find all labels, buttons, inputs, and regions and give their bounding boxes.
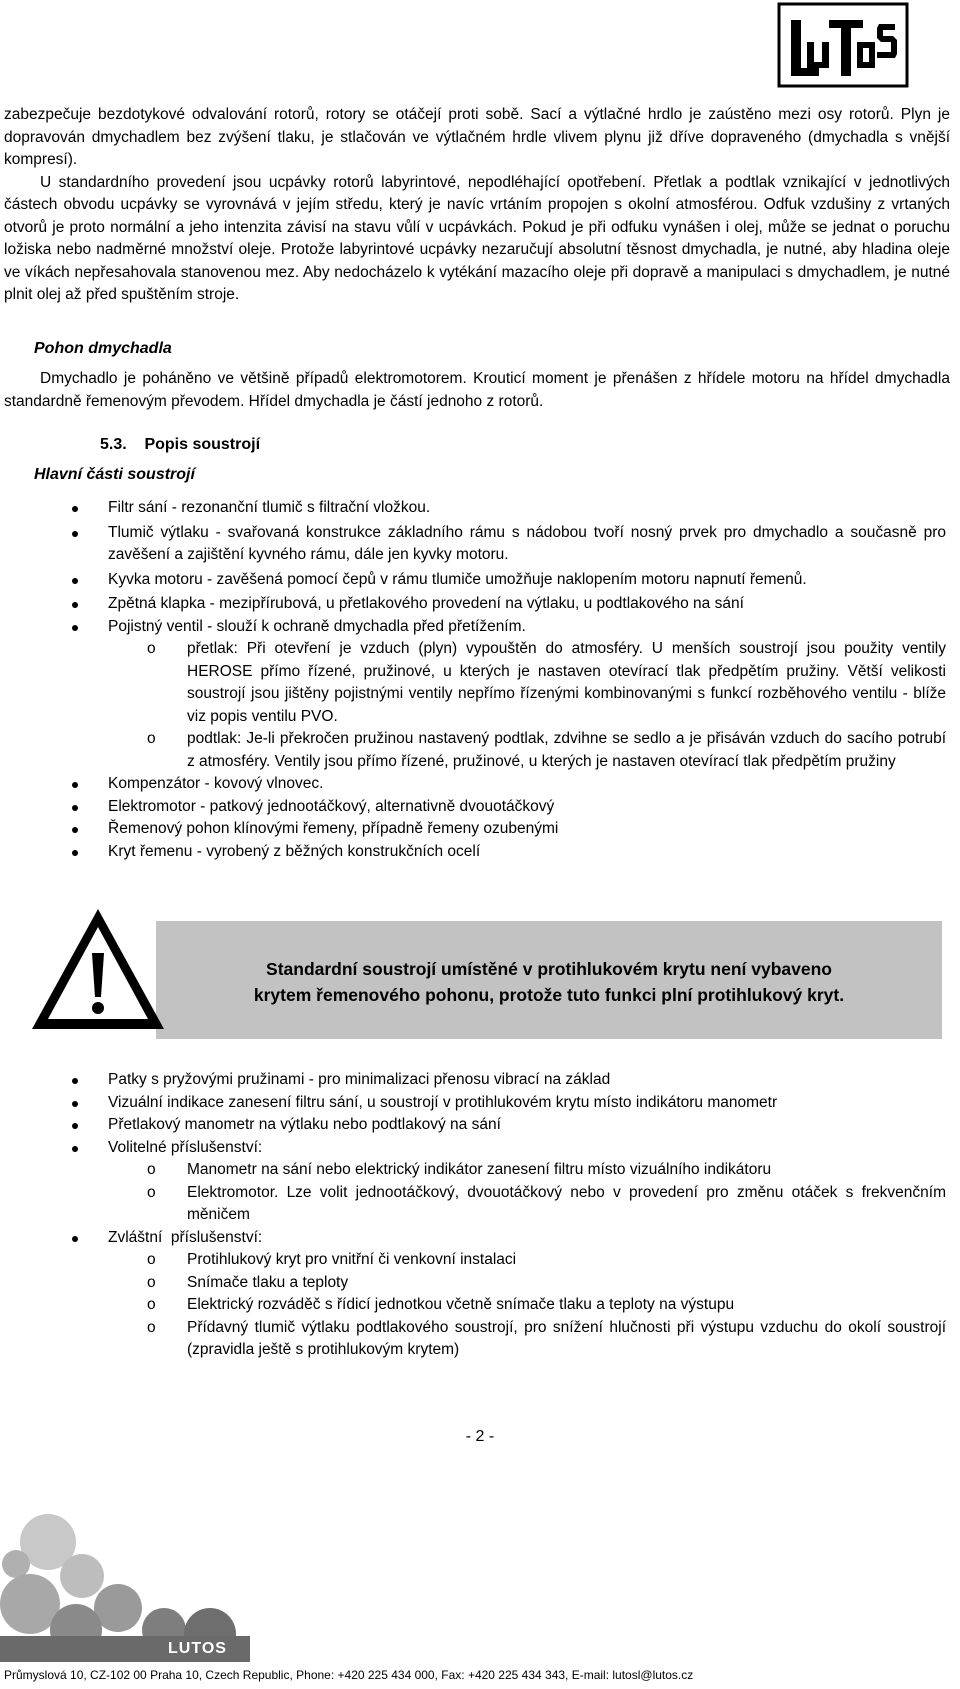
list-item: Přetlakový manometr na výtlaku nebo podtlakový na sání: [0, 1114, 946, 1137]
bullet-icon: [72, 1101, 78, 1107]
drive-title: Pohon dmychadla: [34, 340, 172, 357]
list-item: Elektromotor - patkový jednootáčkový, alternativně dvouotáčkový: [0, 796, 946, 819]
section-heading: [100, 434, 260, 457]
sub-list-item: o Manometr na sání nebo elektrický indikátor zanesení filtru místo vizuálního indikátoru: [147, 1161, 772, 1178]
list-item: Filtr sání - rezonanční tlumič s filtrační vložkou.: [0, 497, 946, 520]
footer-logo: [0, 1512, 250, 1672]
warning-triangle-icon: [28, 905, 168, 1035]
page-number: - 2 -: [465, 1428, 495, 1445]
list-item: Vizuální indikace zanesení filtru sání, u soustrojí v protihlukovém krytu místo indikátoru manometr: [0, 1092, 946, 1115]
bullet-icon: [72, 850, 78, 856]
list-item: Zpětná klapka - mezipřírubová, u přetlakového provedení na výtlaku, u podtlakového na sání: [0, 593, 946, 616]
sub-list-item: o Přídavný tlumič výtlaku podtlakového soustrojí, pro snížení hlučnosti při výstupu vzduchu do okolí soustrojí (zpravidla ještě s protihlukovým krytem): [147, 1318, 946, 1358]
main-parts-title: Hlavní části soustrojí: [34, 466, 195, 483]
section-title: Popis soustrojí: [144, 436, 261, 453]
bullet-icon: [72, 602, 78, 608]
list-item: Tlumič výtlaku - svařovaná konstrukce základního rámu s nádobou tvoří nosný prvek pro dmychadlo a současně pro zavěšení a zajištění kyvného rámu, dále jen kyvky motoru.: [0, 522, 946, 567]
warning-text: [156, 956, 942, 1008]
bullet-icon: [72, 578, 78, 584]
list-item: Řemenový pohon klínovými řemeny, případně řemeny ozubenými: [0, 818, 946, 841]
sub-list-item: o Snímače tlaku a teploty: [147, 1273, 349, 1291]
drive-paragraph: Dmychadlo je poháněno ve většině případů elektromotorem. Krouticí moment je přenášen z hřídele motoru na hřídel dmychadla standardně řemenovým převodem. Hřídel dmychadla je částí jednoho z rotorů.: [4, 370, 950, 410]
list-item: Kyvka motoru - zavěšená pomocí čepů v rámu tlumiče umožňuje naklopením motoru napnutí řemenů.: [0, 569, 946, 592]
warning-box: [28, 905, 948, 1055]
bullet-icon: [72, 805, 78, 811]
footer-address: Průmyslová 10, CZ-102 00 Praha 10, Czech Republic, Phone: +420 225 434 000, Fax: +420 225 434 343, E-mail: lutosl@lutos.cz: [4, 1668, 694, 1682]
sub-bullet: o: [147, 730, 156, 747]
section-number: 5.3.: [100, 436, 127, 453]
bullet-icon: [72, 506, 78, 512]
sub-list-item: o Elektromotor. Lze volit jednootáčkový, dvouotáčkový nebo v provedení pro změnu otáček s frekvenčním měničem: [147, 1183, 946, 1223]
company-logo: [777, 2, 909, 88]
intro-paragraph-1: zabezpečuje bezdotykové odvalování rotorů, rotory se otáčejí proti sobě. Sací a výtlačné hrdlo je zaústěno mezi osy rotorů. Plyn je dopravován dmychadlem bez zvýšení tlaku, je stlačován ve výtlačném hrdle vlivem plynu již dříve dopraveného (dmychadla s vnější kompresí).: [4, 106, 950, 168]
main-parts-list: [0, 497, 946, 863]
sub-list-item: o přetlak: Při otevření je vzduch (plyn) vypouštěn do atmosféry. U menších soustrojí jsou použity ventily HEROSE přímo řízené, pružinové, u kterých je nastaven otevírací tlak předpětím pružiny. Větší velikosti soustrojí jsou jištěny pojistnými ventily nepřímo řízenými kombinovanými s funkcí rozběhového ventilu - blíže viz popis ventilu PVO.: [147, 640, 946, 725]
sub-list-item: o podtlak: Je-li překročen pružinou nastavený podtlak, zdvihne se sedlo a je přisáván vzduch do sacího potrubí z atmosféry. Ventily jsou přímo řízené, pružinové, u kterých je nastaven otevírací tlak předpětím pružiny: [147, 730, 946, 770]
intro-section: [4, 104, 950, 307]
warning-line-1: Standardní soustrojí umístěné v protihlukovém krytu není vybaveno: [266, 959, 832, 979]
intro-paragraph-2: U standardního provedení jsou ucpávky rotorů labyrintové, nepodléhající opotřebení. Přetlak a podtlak vznikající v jednotlivých částech obvodu ucpávky se vyrovnává v jejím středu, který je navíc vrtáním propojen s okolní atmosférou. Odfuk vzdušiny z vrtaných otvorů je proto normální a jeho intenzita závisí na stavu vůlí v ucpávkách. Pokud je při odfuku vynášen i olej, může se jednat o poruchu ložiska nebo nadměrné množství oleje. Protože labyrintové ucpávky nezaručují absolutní těsnost dmychadla, je nutné, aby hladina oleje ve víkách nepřesahovala stanovenou mez. Aby nedocházelo k vytékání mazacího oleje při dopravě a manipulaci s dmychadlem, je nutné plnit olej až před spuštěním stroje.: [4, 173, 950, 303]
drive-section: [4, 368, 950, 413]
bullet-icon: [72, 1123, 78, 1129]
extras-list: [0, 1069, 946, 1362]
list-item: Kompenzátor - kovový vlnovec.: [0, 773, 946, 796]
sub-list-item: o Elektrický rozváděč s řídicí jednotkou včetně snímače tlaku a teploty na výstupu: [147, 1296, 735, 1313]
bullet-icon: [72, 625, 78, 631]
footer-logo-text: LUTOS: [168, 1640, 227, 1657]
list-item: Patky s pryžovými pružinami - pro minimalizaci přenosu vibrací na základ: [0, 1069, 946, 1092]
bullet-icon: [72, 827, 78, 833]
list-item: Pojistný ventil - slouží k ochraně dmychadla před přetížením.: [0, 616, 946, 639]
bullet-icon: [72, 782, 78, 788]
bullet-icon: [72, 1236, 78, 1242]
bullet-icon: [72, 1078, 78, 1084]
list-item: Kryt řemenu - vyrobený z běžných konstrukčních ocelí: [0, 841, 946, 864]
sub-bullet: o: [147, 640, 156, 657]
bullet-icon: [72, 1146, 78, 1152]
list-item: Zvláštní příslušenství:: [0, 1227, 946, 1250]
bullet-icon: [72, 531, 78, 537]
warning-line-2: krytem řemenového pohonu, protože tuto funkci plní protihlukový kryt.: [253, 985, 845, 1005]
sub-list-item: o Protihlukový kryt pro vnitřní či venkovní instalaci: [147, 1251, 517, 1268]
list-item: Volitelné příslušenství:: [0, 1137, 946, 1160]
